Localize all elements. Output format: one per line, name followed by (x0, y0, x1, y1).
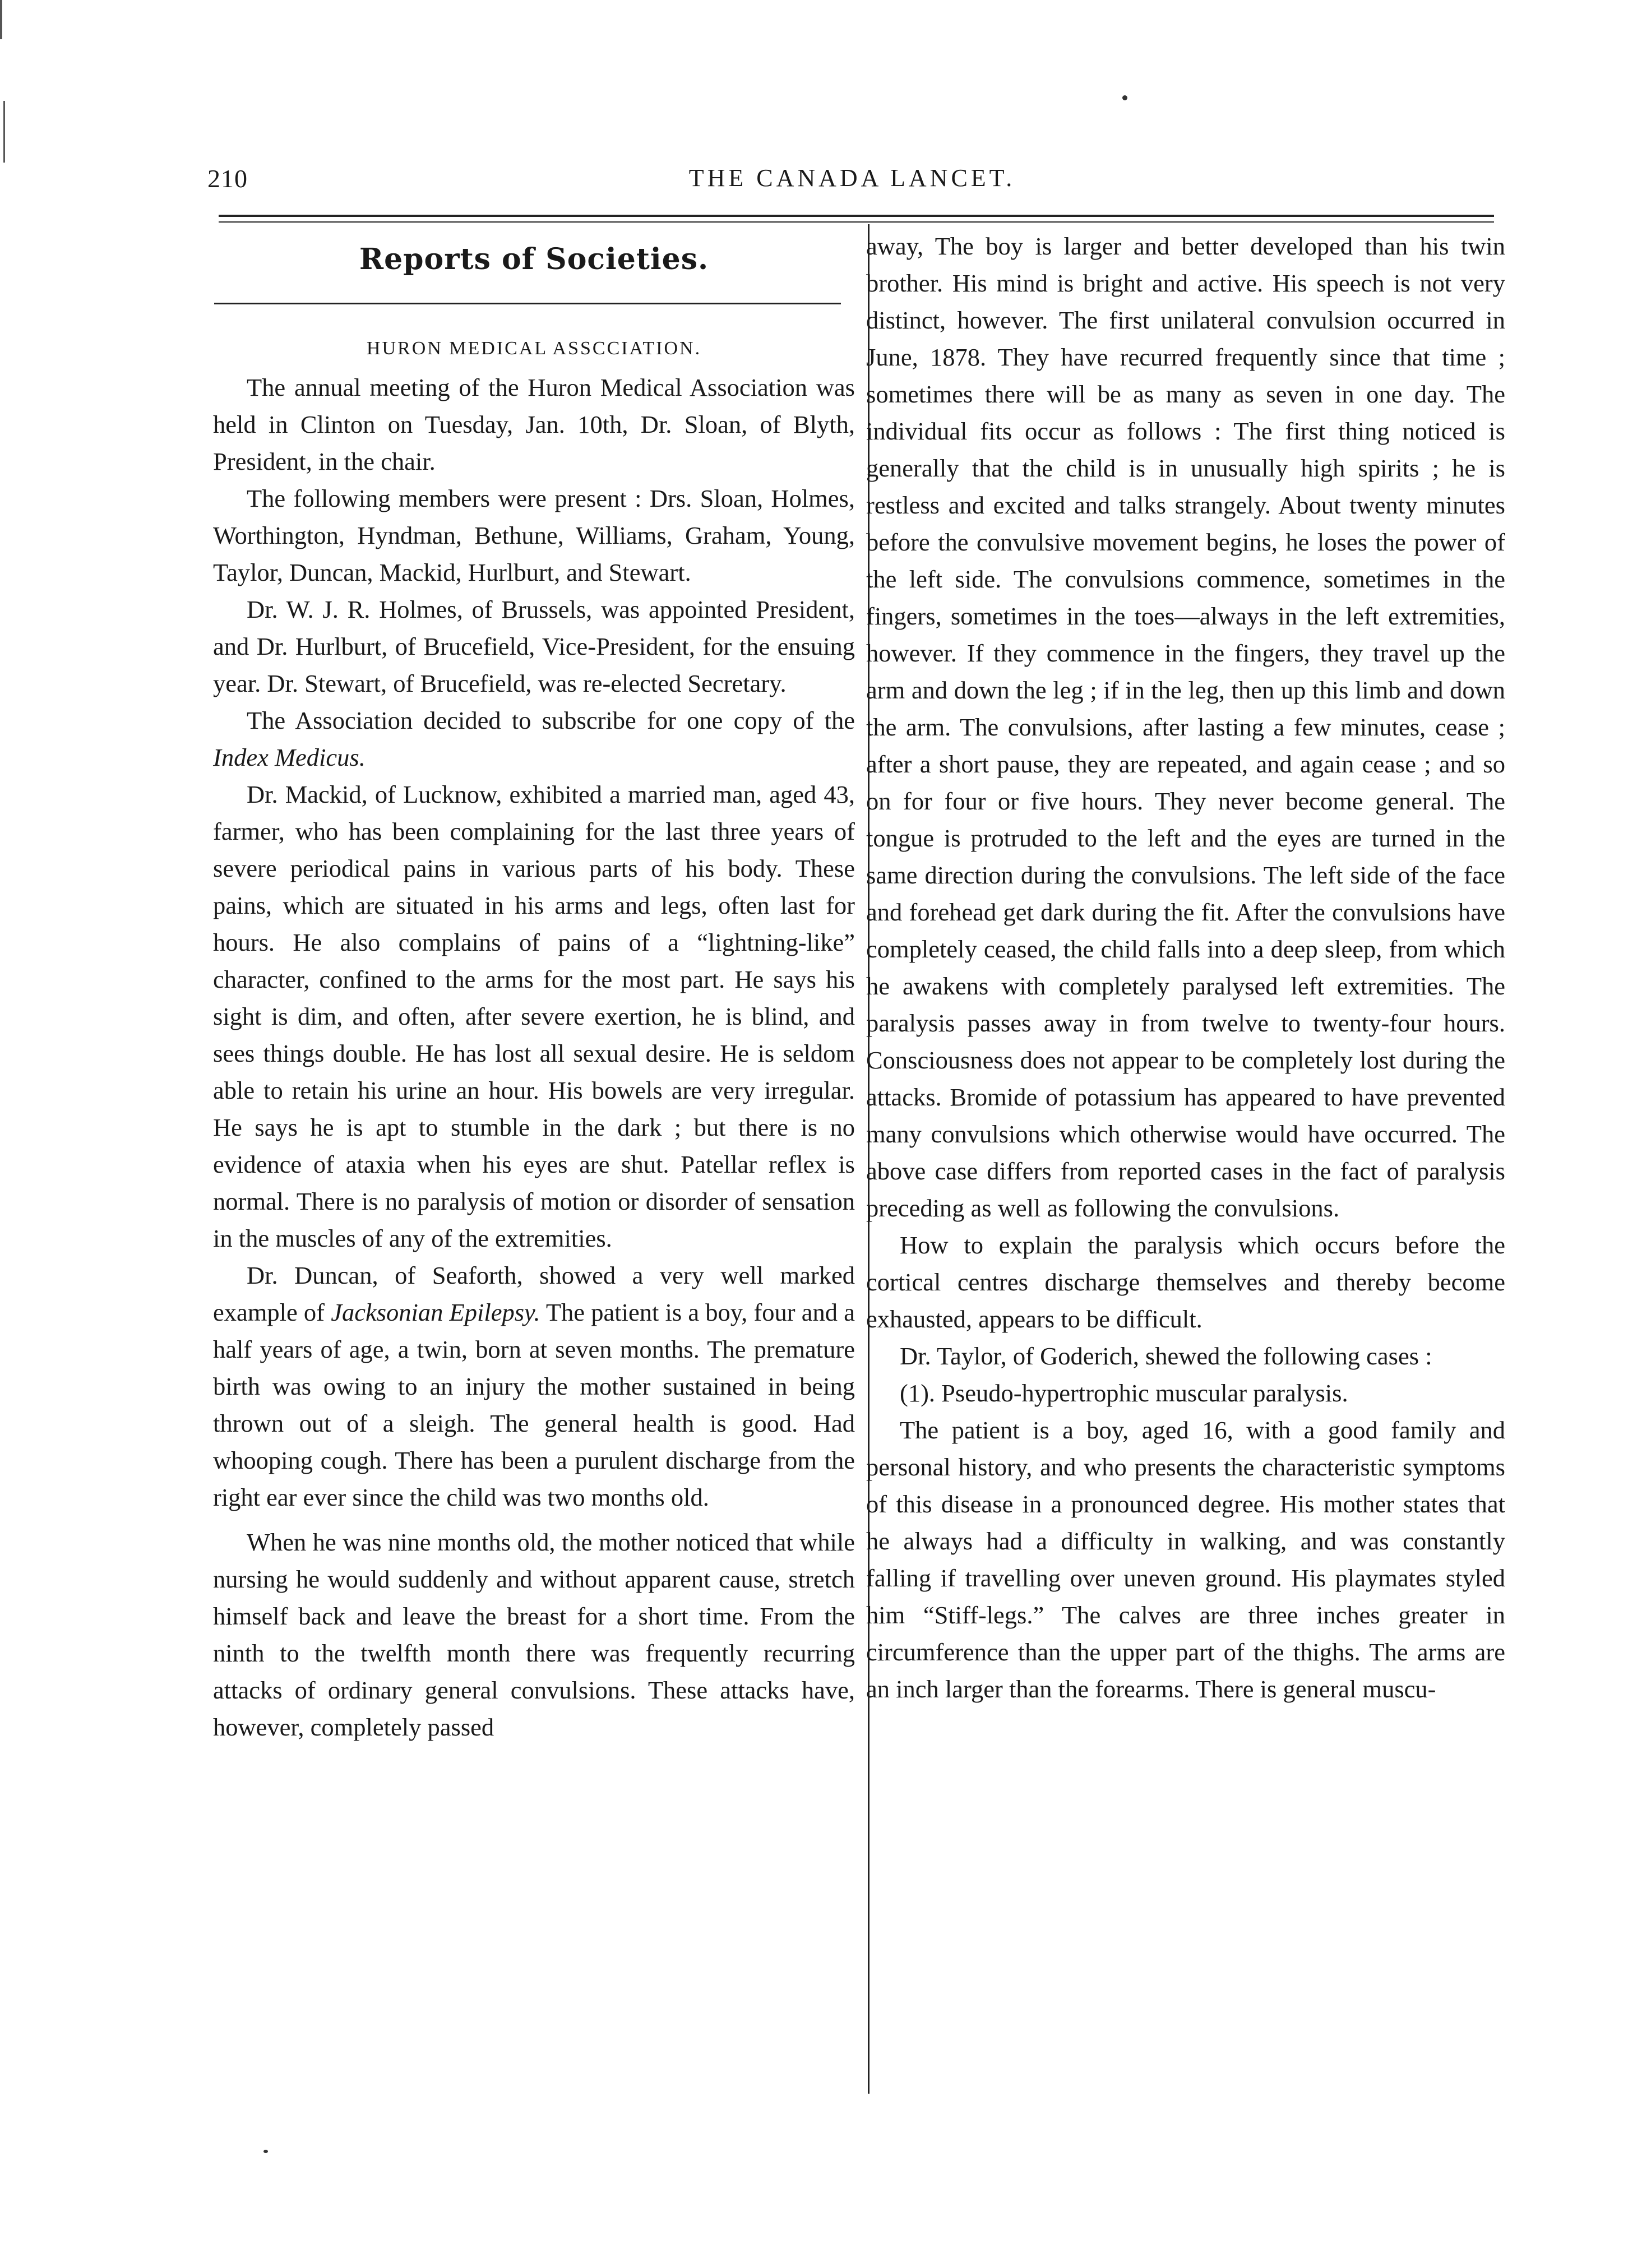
paragraph: away, The boy is larger and better developed than his twin brother. His mind is bright and active. His speech is not very distinct, however. The first unilateral convulsion occurred in June, 1878. They have recurred frequently since that time ; sometimes there will be as many as seven in one day. The individual fits occur as follows : The first thing noticed is generally that the child is in unusually high spirits ; he is restless and excited and talks strangely. About twenty minutes before the convulsive movement begins, he loses the power of the left side. The convulsions commence, sometimes in the fingers, sometimes in the toes—always in the left extremities, however. If they commence in the fingers, they travel up the arm and down the leg ; if in the leg, then up this limb and down the arm. The convulsions, after lasting a few minutes, cease ; after a short pause, they are repeated, and again cease ; and so on for four or five hours. They never become general. The tongue is protruded to the left and the eyes are turned in the same direction during the convulsions. The left side of the face and forehead get dark during the fit. After the convulsions have completely ceased, the child falls into a deep sleep, from which he awakens with completely paralysed left extremities. The paralysis passes away in from twelve to twenty-four hours. Consciousness does not appear to be completely lost during the attacks. Bromide of potassium has appeared to have prevented many convulsions which otherwise would have occurred. The above case differs from reported cases in the fact of paralysis preceding as well as following the convulsions. (866, 232, 1505, 1222)
paragraph: Dr. Taylor, of Goderich, shewed the following cases : (900, 1342, 1432, 1370)
section-subheading: HURON MEDICAL ASSCCIATION. (366, 338, 702, 359)
page-header (207, 164, 1497, 197)
paragraph: (1). Pseudo-hypertrophic muscular paralysis. (900, 1379, 1348, 1407)
paragraph: When he was nine months old, the mother noticed that while nursing he would suddenly and without apparent cause, stretch himself back and leave the breast for a short time. From the ninth to the twelfth month there was frequently recurring attacks of ordinary general convulsions. These attacks have, however, completely passed (213, 1528, 855, 1741)
scan-edge-mark (0, 0, 2, 39)
header-rule (219, 215, 1494, 217)
scan-edge-mark (3, 101, 5, 163)
paragraph-text: The patient is a boy, four and a half years of age, a twin, born at seven months. The premature birth was owing to an injury the mother sustained in being thrown out of a sleigh. The general health is good. Had whooping cough. There has been a purulent discharge from the right ear ever since the child was two months old. (213, 1298, 855, 1511)
right-column (866, 228, 1505, 1707)
left-column (213, 230, 855, 1746)
paragraph: The annual meeting of the Huron Medical Association was held in Clinton on Tuesday, Jan. 10th, Dr. Sloan, of Blyth, President, in the chair. (213, 373, 855, 475)
paragraph: Dr. Mackid, of Lucknow, exhibited a married man, aged 43, farmer, who has been complaining for the last three years of severe periodical pains in various parts of his body. These pains, which are situated in his arms and legs, often last for hours. He also complains of pains of a “lightning-like” character, confined to the arms for the most part. He says his sight is dim, and often, after severe exertion, he is blind, and sees things double. He has lost all sexual desire. He is seldom able to retain his urine an hour. His bowels are very irregular. He says he is apt to stumble in the dark ; but there is no evidence of ataxia when his eyes are shut. Patellar reflex is normal. There is no paralysis of motion or disorder of sensation in the muscles of any of the extremities. (213, 780, 855, 1252)
italic-title: Index Medicus. (213, 743, 366, 771)
paragraph: The patient is a boy, aged 16, with a good family and personal history, and who presents the characteristic symptoms of this disease in a pronounced degree. His mother states that he always had a difficulty in walking, and was constantly falling if travelling over uneven ground. His playmates styled him “Stiff-legs.” The calves are three inches greater in circumference than the upper part of the thighs. The arms are an inch larger than the forearms. There is general muscu- (866, 1416, 1505, 1703)
header-rule-thin (219, 221, 1494, 223)
ink-speck (1122, 95, 1127, 100)
page-number: 210 (207, 164, 248, 193)
paragraph: The following members were present : Drs. Sloan, Holmes, Worthington, Hyndman, Bethune, Williams, Graham, Young, Taylor, Duncan, Mackid, Hurlburt, and Stewart. (213, 484, 855, 586)
journal-title: THE CANADA LANCET. (688, 164, 1016, 192)
ink-speck (263, 2150, 268, 2153)
italic-term: Jacksonian Epilepsy. (331, 1298, 540, 1326)
paragraph: How to explain the paralysis which occurs before the cortical centres discharge themselves and thereby become exhausted, appears to be difficult. (866, 1231, 1505, 1333)
paragraph-text: Dr. Duncan, of Seaforth, showed a very well marked example of (213, 1261, 855, 1326)
paragraph (213, 1257, 855, 1516)
paragraph: Dr. W. J. R. Holmes, of Brussels, was appointed President, and Dr. Hurlburt, of Brucefield, Vice-President, for the ensuing year. Dr. Stewart, of Brucefield, was re-elected Secretary. (213, 595, 855, 697)
paragraph (213, 702, 855, 776)
paragraph-text: The Association decided to subscribe for one copy of the (247, 706, 855, 734)
section-title: Reports of Societies. (359, 242, 709, 276)
